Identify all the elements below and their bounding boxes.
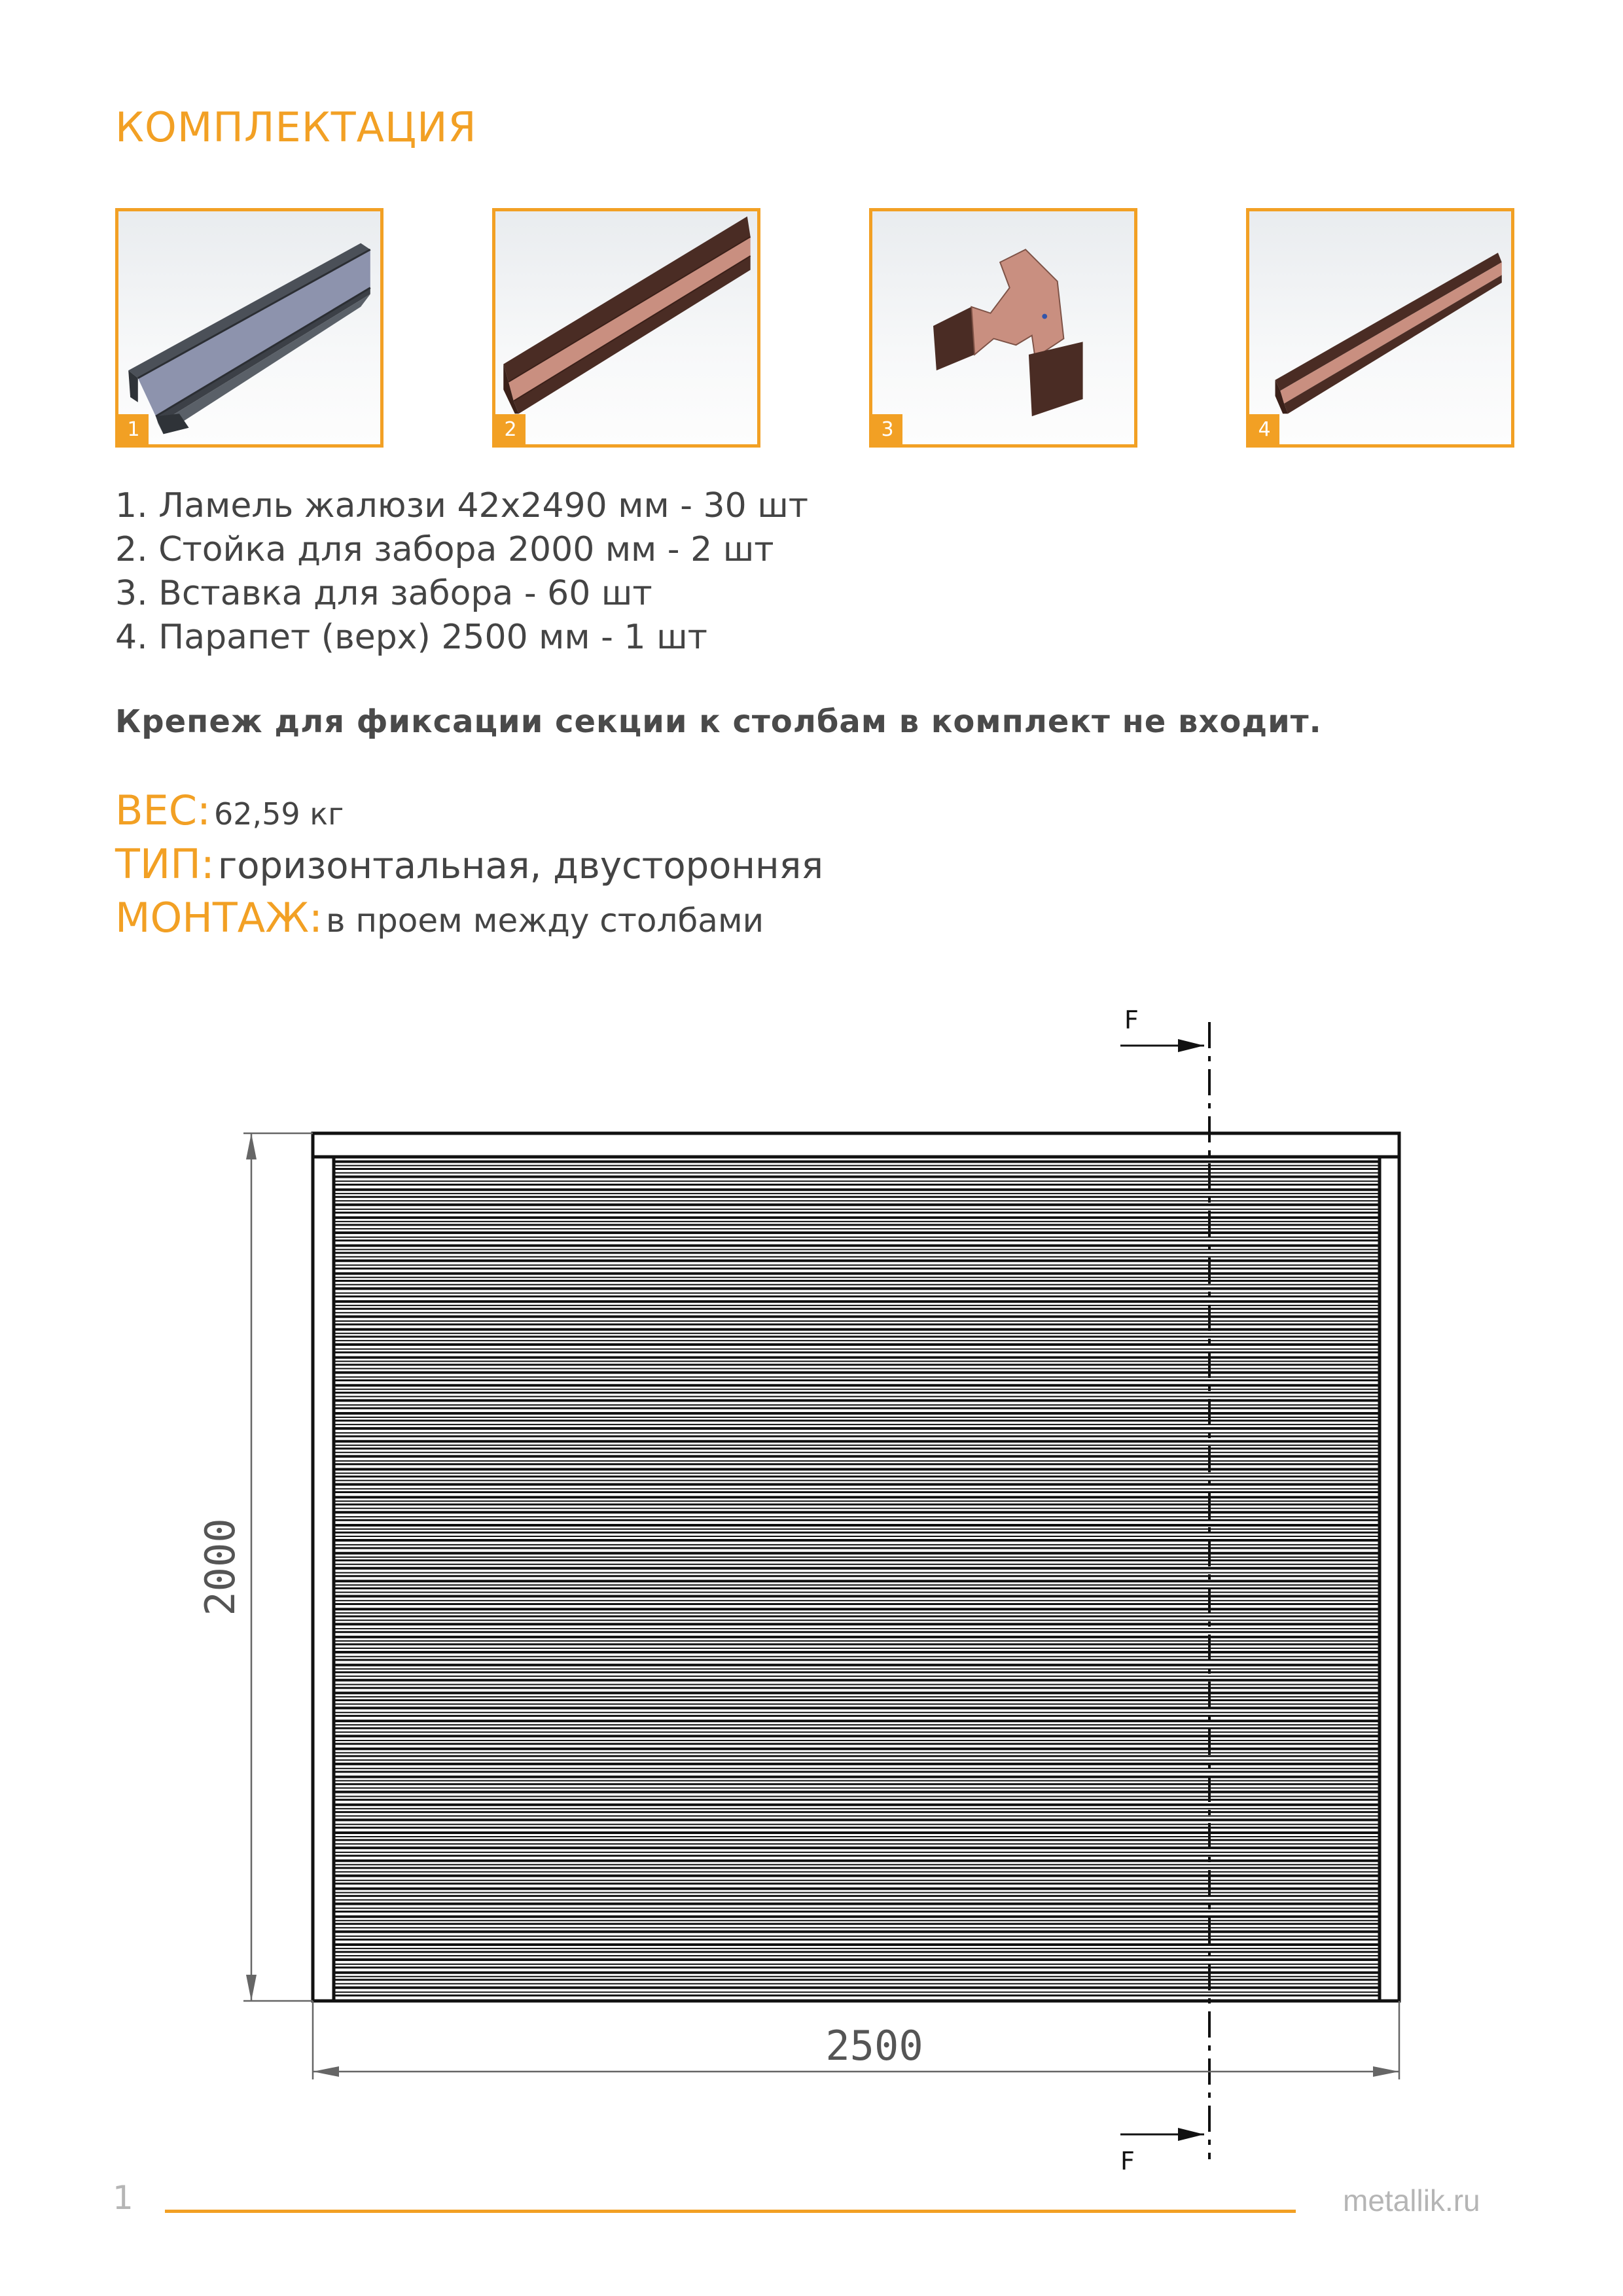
section-title: КОМПЛЕКТАЦИЯ [115,103,477,151]
lamel-slat [335,1609,1378,1632]
lamel-slat [335,1721,1378,1744]
fasteners-note: Крепеж для фиксации секции к столбам в комплект не входит. [115,703,1322,740]
lamel-slat [335,1525,1378,1548]
lamel-slat [335,1161,1378,1184]
component-thumb-3 [869,208,1137,448]
component-thumb-4 [1246,208,1514,448]
lamel-slat [335,1553,1378,1576]
spec-mount-value: в проем между столбами [325,902,764,940]
lamel-slat [335,1861,1378,1884]
spec-type [115,840,823,888]
width-label: 2500 [825,2022,923,2070]
footer-website: metallik.ru [1343,2183,1480,2217]
lamel-slat [335,1413,1378,1436]
lamel-slat [335,1665,1378,1688]
fence-insert-icon [872,211,1134,444]
lamel-slat [335,1581,1378,1604]
lamel-slat [335,1749,1378,1772]
lamel-slat [335,1190,1378,1212]
fence-post-profile-icon [495,211,757,444]
spec-weight-value: 62,59 кг [213,796,344,832]
lamel-slat [335,1330,1378,1352]
lamel-slat [335,1385,1378,1408]
lamel-slat [335,1358,1378,1381]
list-item: 1. Ламель жалюзи 42х2490 мм - 30 шт [115,486,809,525]
spec-weight-label: ВЕС: [115,786,211,834]
lamel-slat [335,1973,1378,1996]
lamel-slat [335,1246,1378,1269]
list-item: 3. Вставка для забора - 60 шт [115,574,652,613]
section-mark-top: F [1124,1006,1139,1034]
component-thumb-1 [115,208,383,448]
height-dimension [243,1133,313,2001]
list-item: 4. Парапет (верх) 2500 мм - 1 шт [115,618,707,657]
list-item: 2. Стойка для забора 2000 мм - 2 шт [115,530,774,569]
lamel-slat [335,1273,1378,1296]
lamel-slat [335,1637,1378,1660]
lamel-slat [335,1497,1378,1520]
spec-mount-label: МОНТАЖ: [115,894,323,942]
lamel-slat [335,1889,1378,1912]
lamel-slat [335,1805,1378,1828]
section-mark-bottom: F [1120,2147,1135,2176]
height-label: 2000 [196,1518,244,1616]
spec-type-value: горизонтальная, двусторонняя [217,845,824,887]
component-number-1: 1 [118,414,149,444]
component-number-4: 4 [1249,414,1279,444]
components-list [115,484,808,660]
footer-divider [165,2210,1296,2213]
lamel-slat [335,1916,1378,1939]
page-number: 1 [113,2179,134,2217]
lamel-profile-icon [118,211,380,444]
parapet-profile-icon [1249,211,1511,444]
component-number-2: 2 [495,414,526,444]
lamel-slat [335,1441,1378,1464]
lamel-slat [335,1777,1378,1800]
spec-weight [115,786,344,834]
spec-mount [115,894,764,942]
component-thumb-2 [492,208,760,448]
component-number-3: 3 [872,414,902,444]
lamel-slat [335,1833,1378,1856]
lamel-slat [335,1218,1378,1241]
lamel-slats [335,1161,1378,1995]
lamel-slat [335,1470,1378,1492]
spec-type-label: ТИП: [115,840,215,888]
fence-section-drawing [0,981,1623,2199]
lamel-slat [335,1301,1378,1324]
lamel-slat [335,1693,1378,1716]
lamel-slat [335,1945,1378,1968]
